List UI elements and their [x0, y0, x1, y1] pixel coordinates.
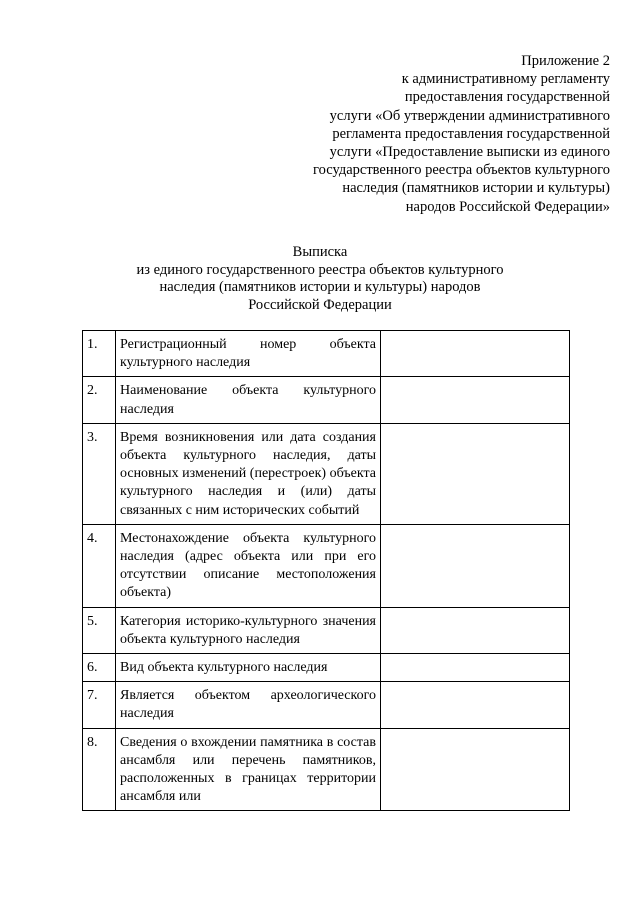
row-number: 2.	[83, 377, 116, 423]
row-value	[381, 654, 570, 682]
table-row	[83, 728, 570, 811]
appendix-line: предоставления государственной	[404, 89, 610, 106]
document-title	[0, 244, 640, 314]
row-number: 1.	[83, 331, 116, 377]
table-row	[83, 423, 570, 524]
row-value	[381, 728, 570, 811]
row-number: 6.	[83, 654, 116, 682]
appendix-line: наследия (памятников истории и культуры)	[342, 180, 610, 197]
table-row	[83, 331, 570, 377]
row-label: Вид объекта культурного наследия	[116, 654, 381, 682]
table-row	[83, 654, 570, 682]
title-line: Выписка	[292, 244, 348, 260]
row-label: Является объектом археологического наследия	[116, 682, 381, 728]
row-value	[381, 524, 570, 607]
appendix-line: государственного реестра объектов культурного	[313, 162, 610, 179]
registry-table	[82, 330, 570, 811]
row-label: Наименование объекта культурного наследия	[116, 377, 381, 423]
row-value	[381, 423, 570, 524]
row-value	[381, 331, 570, 377]
table-row	[83, 524, 570, 607]
appendix-line: услуги «Предоставление выписки из единого	[329, 144, 610, 161]
title-line: наследия (памятников истории и культуры) народов	[159, 279, 481, 296]
appendix-header	[250, 52, 610, 216]
title-line: Российской Федерации	[248, 296, 392, 313]
table-row	[83, 607, 570, 653]
row-value	[381, 682, 570, 728]
table-row	[83, 377, 570, 423]
row-value	[381, 377, 570, 423]
row-label: Время возникновения или дата создания объекта культурного наследия, даты основных изменений (перестроек) объекта культурного наследия и (или) даты связанных с ним исторических событий	[116, 423, 381, 524]
appendix-line: Приложение 2	[521, 53, 610, 69]
row-label: Сведения о вхождении памятника в состав ансамбля или перечень памятников, расположенных в границах территории ансамбля или	[116, 728, 381, 811]
table-row	[83, 682, 570, 728]
title-line: из единого государственного реестра объектов культурного	[136, 261, 504, 278]
row-number: 4.	[83, 524, 116, 607]
row-label: Категория историко-культурного значения объекта культурного наследия	[116, 607, 381, 653]
row-value	[381, 607, 570, 653]
row-number: 3.	[83, 423, 116, 524]
appendix-line: услуги «Об утверждении административного	[329, 107, 610, 124]
row-number: 5.	[83, 607, 116, 653]
appendix-line: народов Российской Федерации»	[405, 198, 610, 215]
row-number: 8.	[83, 728, 116, 811]
row-number: 7.	[83, 682, 116, 728]
appendix-line: регламента предоставления государственной	[332, 125, 610, 142]
row-label: Местонахождение объекта культурного наследия (адрес объекта или при его отсутствии описание местоположения объекта)	[116, 524, 381, 607]
appendix-line: к административному регламенту	[401, 71, 610, 88]
row-label: Регистрационный номер объекта культурного наследия	[116, 331, 381, 377]
